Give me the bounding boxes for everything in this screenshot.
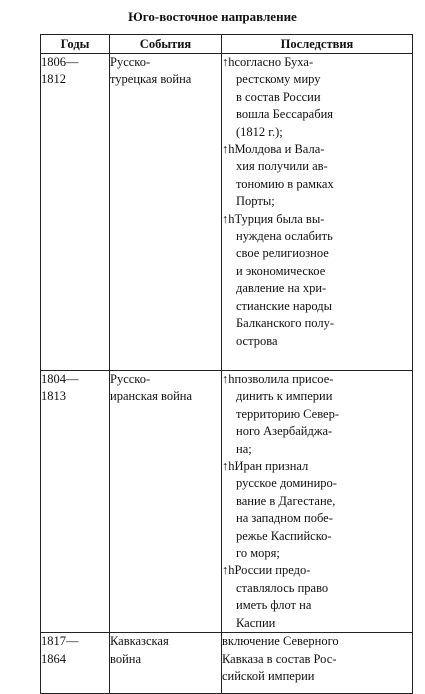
consequence-line: в состав России <box>236 89 321 104</box>
consequence-line: хия получили ав- <box>236 159 328 174</box>
consequence-line: (1812 г.); <box>236 124 283 139</box>
consequence-line: давление на хри- <box>236 281 327 296</box>
consequence-line: свое религиозное <box>236 246 329 261</box>
consequence-line: вошла Бессарабия <box>236 107 334 122</box>
header-events: События <box>110 35 222 54</box>
consequence-line: сийской империи <box>222 668 315 683</box>
table-row <box>41 371 413 633</box>
consequence-line: ↑hпозволила присое- <box>222 372 334 386</box>
consequence-line: ного Азербайджа- <box>236 424 333 439</box>
consequence-line: нуждена ослабить <box>236 229 333 244</box>
consequence-line: рестскому миру <box>236 72 321 87</box>
event-line: Кавказская <box>110 634 169 649</box>
consequence-line: динить к империи <box>236 389 333 404</box>
consequence-line: ↑hИран признал <box>222 459 309 474</box>
consequence-line: на; <box>236 441 252 456</box>
consequence-line: ↑hсогласно Буха- <box>222 55 314 69</box>
table-row <box>41 54 413 371</box>
years-cell <box>41 633 110 694</box>
years-line: 1804— <box>41 372 79 386</box>
event-line: война <box>110 651 141 666</box>
consequence-line: ↑hРоссии предо- <box>222 563 311 578</box>
consequence-line: Балканского полу- <box>236 316 335 331</box>
event-line: Русско- <box>110 55 151 69</box>
consequence-line: ↑hТурция была вы- <box>222 211 325 226</box>
consequence-line: режье Каспийско- <box>236 528 332 543</box>
years-line: 1817— <box>41 634 79 649</box>
years-line: 1864 <box>41 651 66 666</box>
consequence-line: Каспии <box>236 615 276 630</box>
consequences-cell <box>222 633 413 694</box>
event-cell <box>110 54 222 371</box>
consequence-line: включение Северного <box>222 634 339 649</box>
header-consequences: Последствия <box>222 35 413 54</box>
event-line: Русско- <box>110 372 151 386</box>
page-title: Юго-восточное направление <box>128 9 297 24</box>
consequence-line: на западном побе- <box>236 511 333 526</box>
event-cell <box>110 633 222 694</box>
years-line: 1812 <box>41 72 66 87</box>
event-line: турецкая война <box>110 72 192 87</box>
consequence-line: ставлялось право <box>236 580 329 595</box>
consequence-line: стианские народы <box>236 298 333 313</box>
consequence-line: тономию в рамках <box>236 176 334 191</box>
table-row <box>41 633 413 694</box>
event-line: иранская война <box>110 389 193 404</box>
consequence-line: го моря; <box>236 546 280 561</box>
consequence-line: территорию Север- <box>236 406 339 421</box>
years-cell <box>41 54 110 371</box>
consequence-line: иметь флот на <box>236 598 312 613</box>
event-cell <box>110 371 222 633</box>
consequence-line: острова <box>236 333 278 348</box>
consequence-line: вание в Дагестане, <box>236 493 336 508</box>
consequence-line: Кавказа в состав Рос- <box>222 651 337 666</box>
years-line: 1813 <box>41 389 66 404</box>
consequence-line: русское доминиро- <box>236 476 337 491</box>
consequences-cell <box>222 371 413 633</box>
table-header-row <box>41 35 413 54</box>
consequences-cell <box>222 54 413 371</box>
table-body <box>41 54 413 694</box>
years-cell <box>41 371 110 633</box>
years-line: 1806— <box>41 55 79 69</box>
events-table <box>40 34 413 694</box>
consequence-line: и экономическое <box>236 263 326 278</box>
consequence-line: ↑hМолдова и Вала- <box>222 142 325 157</box>
consequence-line: Порты; <box>236 194 275 209</box>
header-years: Годы <box>41 35 110 54</box>
